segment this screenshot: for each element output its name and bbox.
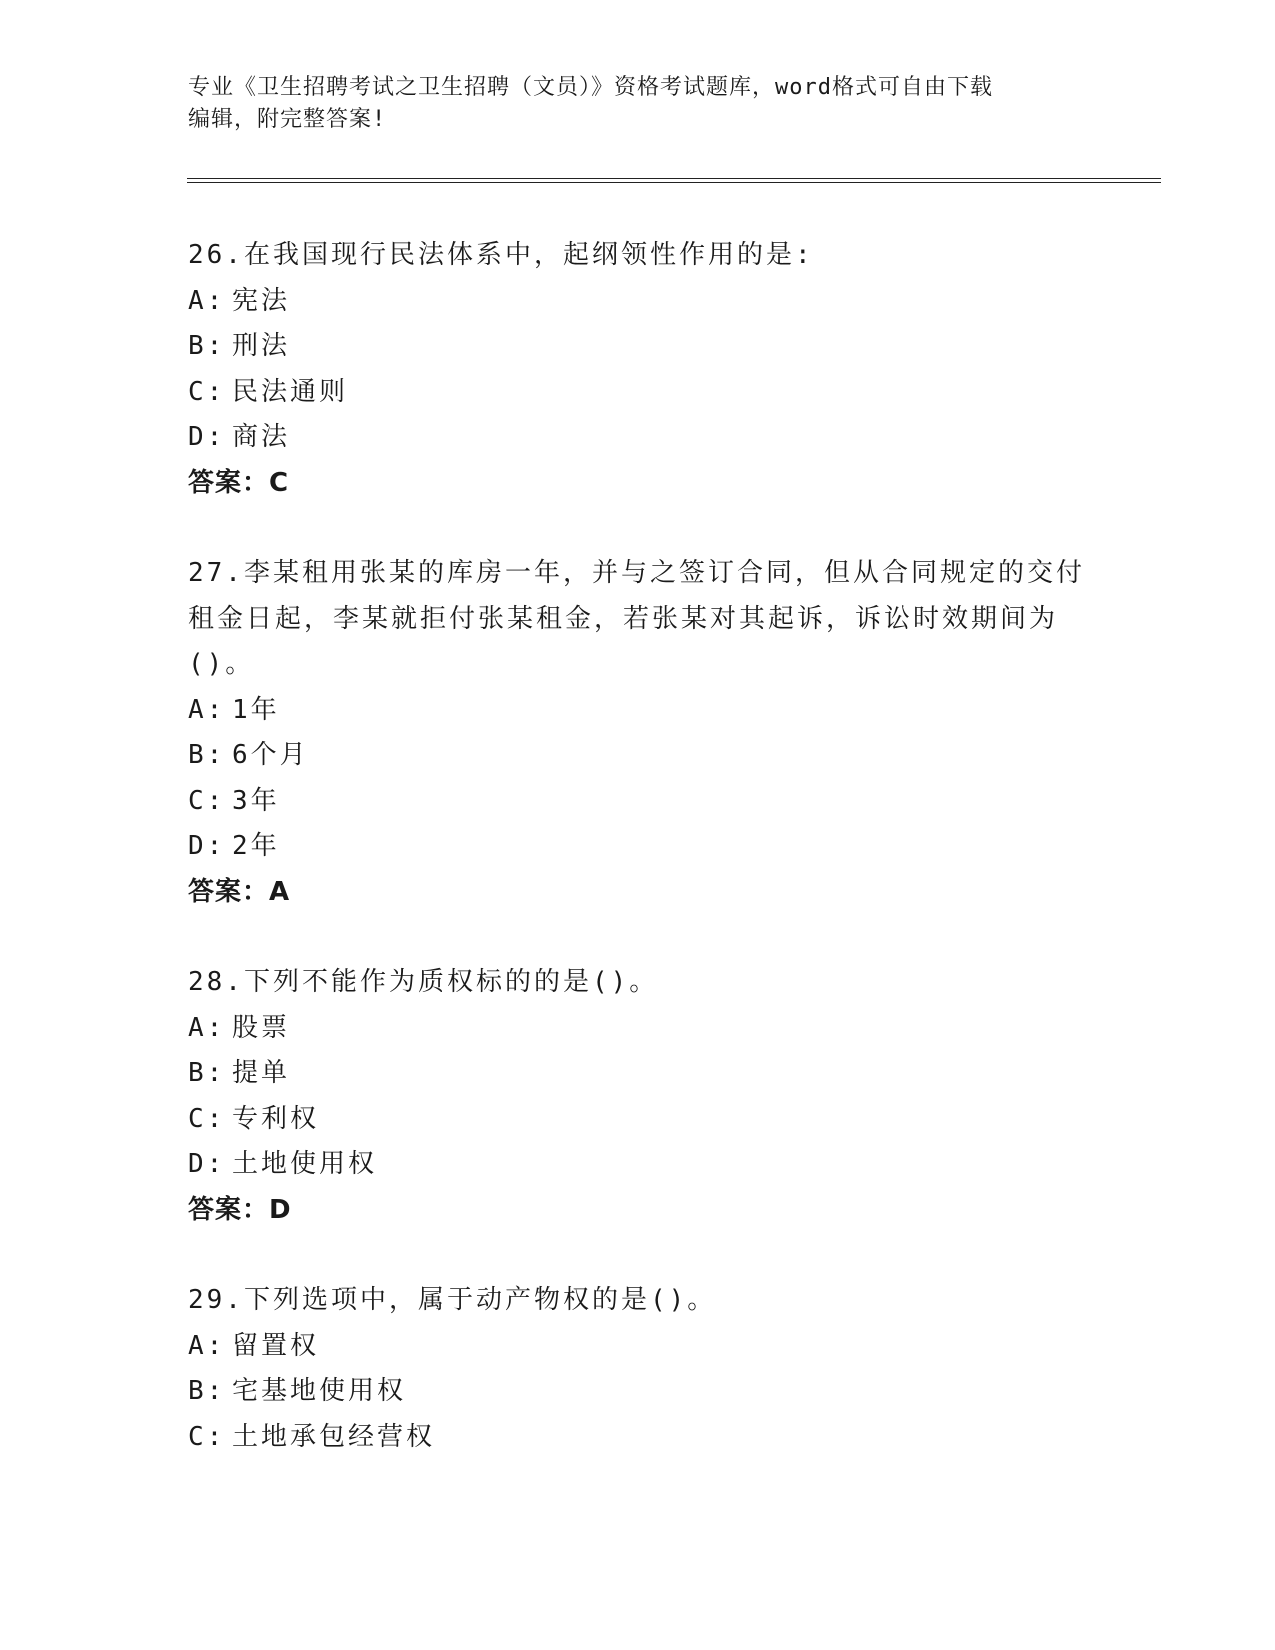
option-c [188,1415,1088,1461]
option-a [188,279,1088,325]
option-key: C: [188,1421,226,1452]
answer-line: 答案：A [188,876,291,907]
option-a [188,1006,1088,1052]
option-key: A: [188,1012,226,1043]
option-a [188,688,1088,734]
answer-line: 答案：C [188,467,290,498]
question-stem: 29.下列选项中，属于动产物权的是()。 [188,1285,717,1315]
header-divider [187,178,1161,183]
option-d [188,1142,1088,1188]
option-d [188,824,1088,870]
option-c [188,779,1088,825]
question-29 [188,1278,1088,1460]
option-text: 6个月 [232,740,309,770]
option-text: 留置权 [232,1330,320,1361]
option-key: A: [188,1330,226,1361]
option-b [188,324,1088,370]
question-stem: 26.在我国现行民法体系中，起纲领性作用的是: [188,240,814,270]
option-text: 2年 [232,831,280,861]
option-key: B: [188,1376,226,1406]
question-stem: 28.下列不能作为质权标的的是()。 [188,967,659,997]
question-stem: 27.李某租用张某的库房一年，并与之签订合同，但从合同规定的交付租金日起，李某就拒付张某租金，若张某对其起诉，诉讼时效期间为()。 [188,558,1085,679]
option-text: 提单 [232,1058,291,1088]
question-26 [188,233,1088,506]
option-key: C: [188,376,226,407]
option-d [188,415,1088,461]
option-text: 民法通则 [232,376,349,407]
option-key: B: [188,1058,226,1088]
question-27 [188,551,1088,915]
option-key: C: [188,1103,226,1134]
question-list [188,233,1088,1505]
option-c [188,1097,1088,1143]
option-b [188,733,1088,779]
option-text: 土地承包经营权 [232,1421,436,1452]
option-key: D: [188,831,226,861]
option-key: A: [188,694,226,725]
option-b [188,1051,1088,1097]
header-line-1: 专业《卫生招聘考试之卫生招聘（文员）》资格考试题库，word格式可自由下载 [188,75,993,100]
option-key: B: [188,331,226,361]
option-key: B: [188,740,226,770]
header-line-2: 编辑，附完整答案! [188,107,387,132]
option-key: A: [188,285,226,316]
option-text: 刑法 [232,331,291,361]
option-key: C: [188,785,226,816]
option-c [188,370,1088,416]
option-b [188,1369,1088,1415]
question-28 [188,960,1088,1233]
answer-line: 答案：D [188,1194,292,1225]
option-text: 商法 [232,422,291,452]
option-text: 宅基地使用权 [232,1376,407,1406]
option-text: 1年 [232,694,280,725]
option-text: 股票 [232,1012,291,1043]
option-key: D: [188,422,226,452]
option-key: D: [188,1149,226,1179]
option-text: 宪法 [232,285,291,316]
option-text: 3年 [232,785,280,816]
document-header [188,72,1088,136]
option-text: 专利权 [232,1103,320,1134]
option-a [188,1324,1088,1370]
option-text: 土地使用权 [232,1149,378,1179]
